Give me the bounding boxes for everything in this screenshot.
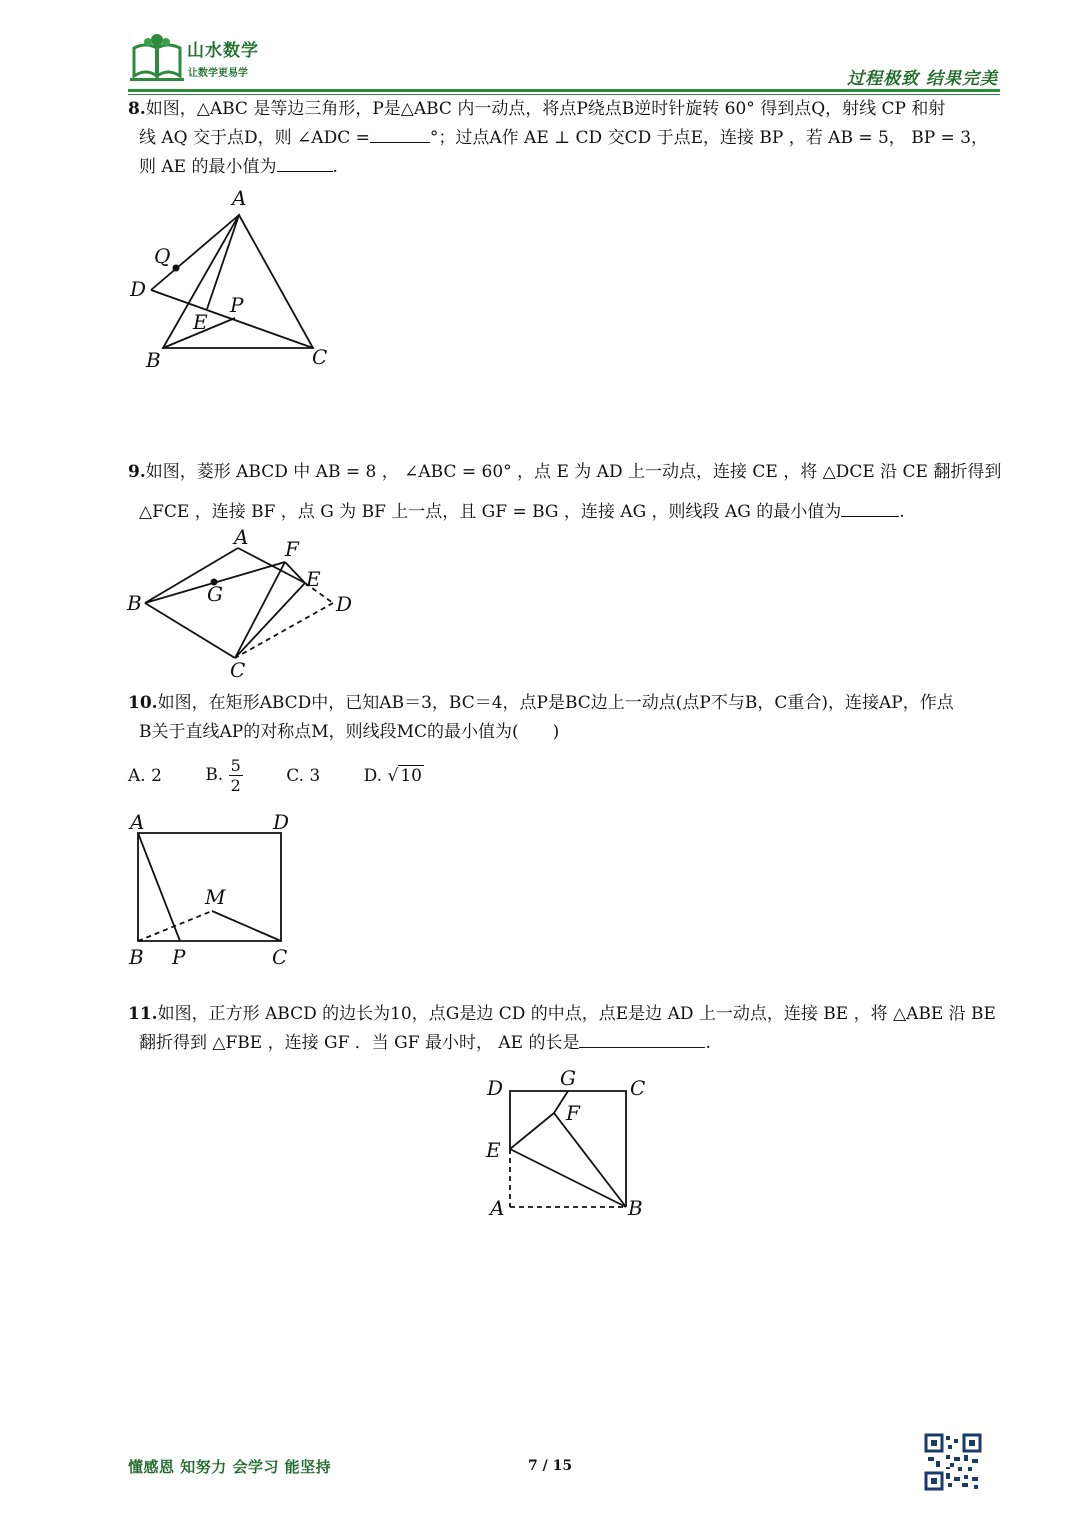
label-e: E <box>486 1138 501 1162</box>
answer-blank[interactable] <box>277 153 333 172</box>
question-number: 9. <box>128 462 146 482</box>
label-c: C <box>630 1076 646 1100</box>
segment-fe <box>285 562 305 583</box>
label-a: A <box>234 525 249 549</box>
label-q: Q <box>154 244 171 268</box>
question-9 <box>128 452 1006 532</box>
question-number: 10. <box>128 693 158 713</box>
question-8 <box>128 95 1006 182</box>
dashed-bm <box>138 911 212 941</box>
option-c[interactable]: C. 3 <box>286 765 321 786</box>
side-ba <box>145 548 238 603</box>
option-b-prefix: B. <box>205 765 224 785</box>
label-b: B <box>146 348 161 372</box>
page-number: 7 / 15 <box>528 1458 573 1474</box>
label-d: D <box>487 1076 504 1100</box>
segment-mc <box>212 911 281 941</box>
segment-fb <box>554 1113 626 1207</box>
question-11 <box>128 1000 1006 1058</box>
segment-ec <box>235 583 305 658</box>
segment-eb <box>510 1149 626 1207</box>
label-g: G <box>207 582 223 606</box>
label-a: A <box>232 186 247 210</box>
book-tree-logo-icon <box>128 28 188 86</box>
option-a[interactable]: A. 2 <box>128 765 162 786</box>
question-number: 11. <box>128 1004 158 1024</box>
question-text: 则 AE 的最小值为 <box>139 157 277 177</box>
question-text: . <box>705 1033 711 1053</box>
answer-blank[interactable] <box>841 498 899 517</box>
answer-blank[interactable] <box>579 1029 705 1048</box>
answer-blank[interactable] <box>370 124 430 143</box>
question-text: △FCE ，连接 BF ，点 G 为 BF 上一点，且 GF = BG ，连接 AG ，则线段 AG 的最小值为 <box>139 502 842 522</box>
label-b: B <box>127 591 142 615</box>
question-text: B关于直线AP的对称点M，则线段MC的最小值为( ) <box>139 722 560 742</box>
sqrt-icon: √ <box>387 765 399 786</box>
label-f: F <box>285 537 299 561</box>
segment-ap <box>138 833 180 941</box>
figure-q10 <box>125 805 325 970</box>
question-text: . <box>332 157 338 177</box>
question-text: 翻折得到 △FBE ，连接 GF ．当 GF 最小时， AE 的长是 <box>139 1033 580 1053</box>
segment-ef <box>510 1113 554 1149</box>
label-p: P <box>230 293 244 317</box>
header-rule <box>128 89 1000 92</box>
label-c: C <box>230 658 246 682</box>
question-text: °；过点A作 AE ⊥ CD 交CD 于点E，连接 BP ，若 AB = 5， BP = 3， <box>429 128 989 148</box>
figure-q9 <box>120 525 360 685</box>
figure-q8 <box>120 185 350 380</box>
logo-slogan: 让数学更易学 <box>188 68 248 79</box>
label-p: P <box>172 945 186 969</box>
option-d[interactable] <box>364 760 424 792</box>
question-number: 8. <box>128 99 146 119</box>
label-g: G <box>560 1066 576 1090</box>
label-m: M <box>205 885 226 909</box>
label-b: B <box>628 1196 643 1220</box>
label-c: C <box>272 945 288 969</box>
label-e: E <box>193 310 208 334</box>
footer-motto: 懂感恩 知努力 会学习 能坚持 <box>128 1458 332 1476</box>
fraction-denominator: 2 <box>230 776 241 795</box>
qr-code-icon <box>924 1433 982 1491</box>
point-q-dot <box>173 265 180 272</box>
question-text: 如图，菱形 ABCD 中 AB = 8 ， ∠ABC = 60° ，点 E 为 AD 上一动点，连接 CE ，将 △DCE 沿 CE 翻折得到 <box>145 462 1002 482</box>
label-c: C <box>312 345 328 369</box>
label-f: F <box>566 1101 580 1125</box>
label-d: D <box>130 277 147 301</box>
question-text: 如图，在矩形ABCD中，已知AB＝3，BC＝4，点P是BC边上一动点(点P不与B，C重合)，连接AP，作点 <box>157 693 954 713</box>
sqrt <box>388 760 424 792</box>
options-q10 <box>128 756 462 795</box>
question-text: 线 AQ 交于点D，则 ∠ADC = <box>139 128 370 148</box>
label-e: E <box>306 567 321 591</box>
side-bc <box>145 603 235 658</box>
label-d: D <box>336 592 353 616</box>
question-10 <box>128 689 1006 747</box>
label-a: A <box>130 810 145 834</box>
figure-q11 <box>480 1065 660 1225</box>
label-b: B <box>129 945 144 969</box>
option-b[interactable] <box>205 756 243 795</box>
question-text: 如图，△ABC 是等边三角形，P是△ABC 内一动点，将点P绕点B逆时针旋转 60° 得到点Q，射线 CP 和射 <box>145 99 946 119</box>
fraction-numerator: 5 <box>230 756 241 775</box>
header-motto: 过程极致 结果完美 <box>847 69 998 89</box>
logo-name: 山水数学 <box>187 41 259 61</box>
label-a: A <box>490 1196 505 1220</box>
triangle-abc <box>163 215 313 348</box>
option-d-prefix: D. <box>363 765 383 786</box>
sqrt-radicand: 10 <box>400 765 422 786</box>
label-d: D <box>273 810 290 834</box>
question-text: 如图，正方形 ABCD 的边长为10，点G是边 CD 的中点，点E是边 AD 上一动点，连接 BE ，将 △ABE 沿 BE <box>157 1004 996 1024</box>
question-text: . <box>899 502 905 522</box>
fraction <box>229 756 243 795</box>
